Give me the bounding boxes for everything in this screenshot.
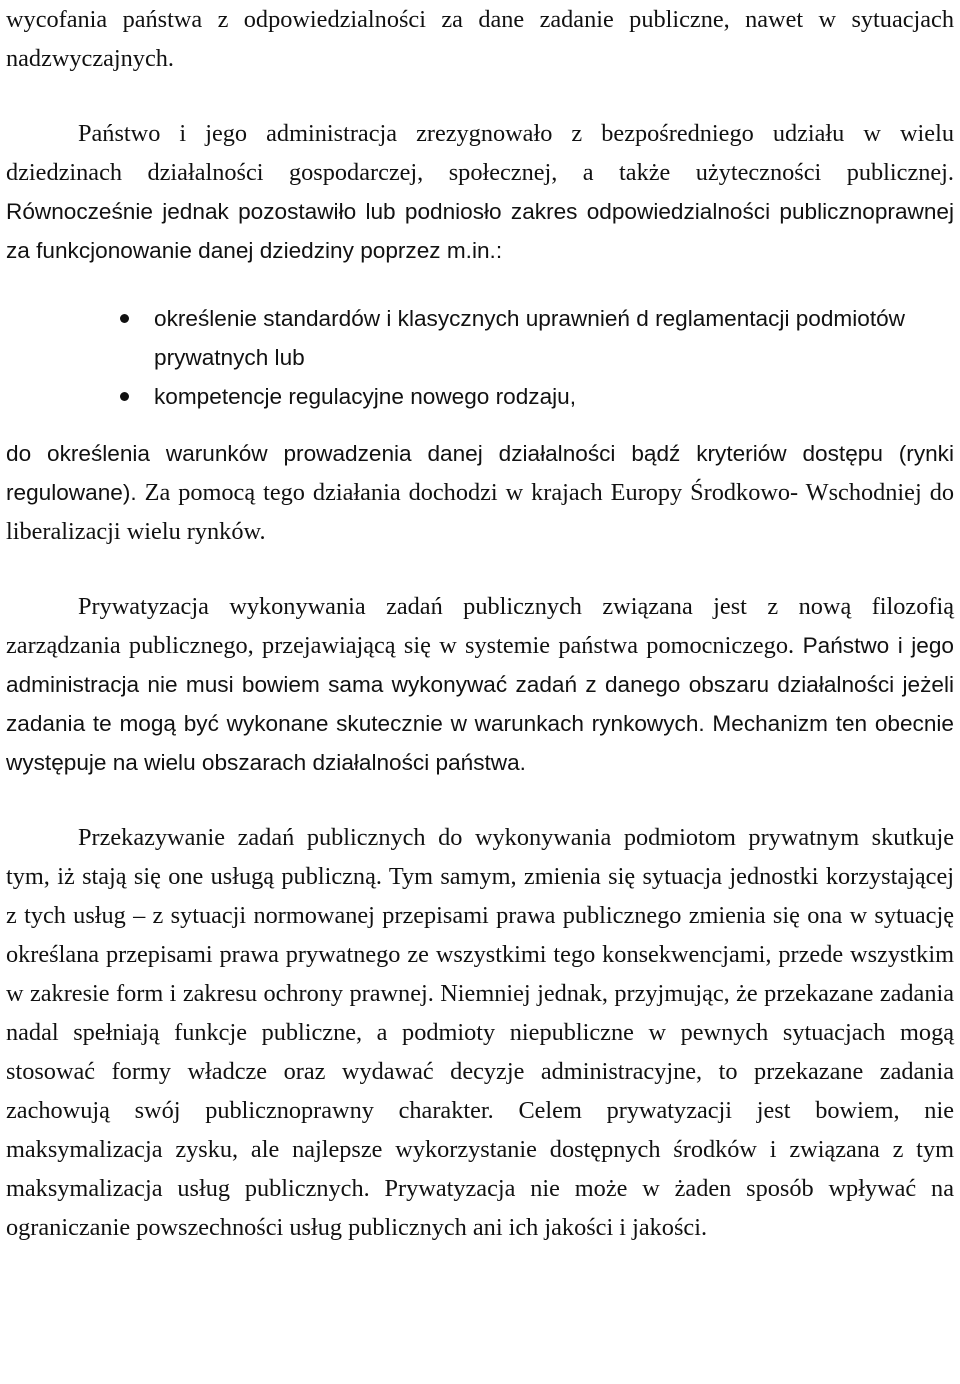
bullet-icon: [120, 392, 129, 401]
paragraph-text-serif: Państwo i jego administracja zrezygnowało z bezpośredniego udziału w wielu dziedzinach działalności gospodarczej, społecznej, a także użyteczności publicznej.: [6, 120, 954, 186]
list-item: [154, 377, 954, 416]
document-page: [6, 0, 954, 1247]
paragraph-text-serif: Za pomocą tego działania dochodzi w krajach Europy Środkowo- Wschodniej do liberalizacji wielu rynków.: [6, 479, 954, 545]
paragraph-text-serif: Prywatyzacja wykonywania zadań publicznych związana jest z nową filozofią zarządzania publicznego, przejawiającą się w systemie państwa pomocniczego.: [6, 593, 954, 659]
bullet-list: [6, 299, 954, 416]
list-item: [154, 299, 954, 377]
paragraph-text-sans: Państwo i jego administracja nie musi bowiem sama wykonywać zadań z danego obszaru działalności jeżeli zadania te mogą być wykonane skutecznie w warunkach rynkowych. Mechanizm ten obecnie występuje na wielu obszarach działalności państwa.: [6, 633, 954, 775]
paragraph-state-withdrawal: [6, 114, 954, 270]
paragraph-text-sans: Równocześnie jednak pozostawiło lub podniosło zakres odpowiedzialności publicznoprawnej za funkcjonowanie danej dziedziny poprzez m.in.:: [6, 199, 954, 263]
list-item-text: określenie standardów i klasycznych uprawnień d reglamentacji podmiotów prywatnych lub: [154, 306, 905, 370]
paragraph-regulated-markets: [6, 434, 954, 551]
paragraph-continuation: [6, 0, 954, 78]
paragraph-privatization: [6, 587, 954, 782]
paragraph-text: wycofania państwa z odpowiedzialności za dane zadanie publiczne, nawet w sytuacjach nadzwyczajnych.: [6, 6, 954, 72]
list-item-text: kompetencje regulacyjne nowego rodzaju,: [154, 384, 577, 409]
bullet-icon: [120, 314, 129, 323]
paragraph-text: Przekazywanie zadań publicznych do wykonywania podmiotom prywatnym skutkuje tym, iż stają się one usługą publiczną. Tym samym, zmienia się sytuacja jednostki korzystającej z tych usług – z sytuacji normowanej przepisami prawa publicznego zmienia się ona w sytuację określana przepisami prawa prywatnego ze wszystkimi tego konsekwencjami, przede wszystkim w zakresie form i zakresu ochrony prawnej. Niemniej jednak, przyjmując, że przekazane zadania nadal spełniają funkcje publiczne, a podmioty niepubliczne w pewnych sytuacjach mogą stosować formy władcze oraz wydawać decyzje administracyjne, to przekazane zadania zachowują swój publicznoprawny charakter. Celem prywatyzacji jest bowiem, nie maksymalizacja zysku, ale najlepsze wykorzystanie dostępnych środków i związana z tym maksymalizacja usług publicznych. Prywatyzacja nie może w żaden sposób wpływać na ograniczanie powszechności usług publicznych ani ich jakości i jakości.: [6, 824, 954, 1241]
paragraph-text-sans: do określenia warunków prowadzenia danej działalności bądź kryteriów dostępu (rynki regulowane).: [6, 441, 954, 505]
paragraph-public-service: [6, 818, 954, 1247]
